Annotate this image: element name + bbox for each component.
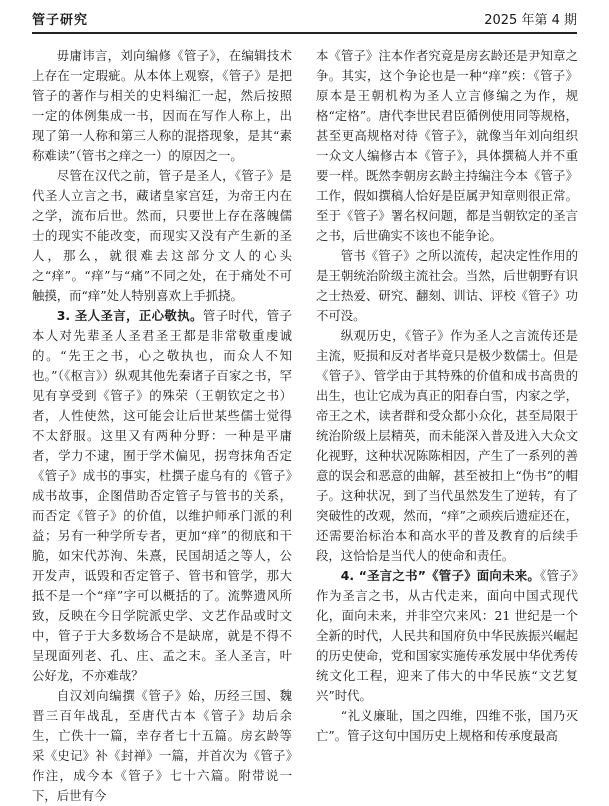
paragraph	[32, 306, 292, 686]
paragraph-text: 管子时代，管子本人对先辈圣人圣君圣王都是非常敬重虔诚的。“先王之书，心之敬执也，而众人不知也。”（《枢言》）纵观其他先秦诸子百家之书，罕见有享受到《管子》的殊荣（王朝钦定之书）者，人性使然，这可能会让后世某些儒士觉得不太舒服。这里又有两种分野：一种是平庸者，学力不逮，囿于学术偏见，拐弯抹角否定《管子》成书的事实，杜撰子虚乌有的《管子》成书故事，企图借助否定管子与管书的关系，而否定《管子》的价值，以维护师承门派的利益；另有一种学所专者，更加“痒”的彻底和干脆，如宋代苏洵、朱熹，民国胡适之等人，公开发声，诋毁和否定管子、管书和管学，那大抵不是一个“痒”字可以概括的了。流弊遗风所致，反映在今日学院派史学、文艺作品或时文中，管子于大多数场合不是缺席，就是不得不呈现面列老、孔、庄、孟之末。圣人圣言，叶公好龙，不亦难哉？	[32, 308, 292, 683]
paragraph: “礼义廉耻，国之四维，四维不张，国乃灭亡”。管子这句中国历史上规格和传承度最高	[316, 708, 578, 743]
paragraph-text: 《管子》作为圣言之书，从古代走来，面向中国式现代化，面向未来，并非空穴来风：21 世纪是一个全新的时代，人民共和国府负中华民族振兴崛起的历史使命，党和国家实施传承发展中华优秀传统文化工程，迎来了伟大的中华民族“文艺复兴”时代。	[316, 568, 578, 703]
paragraph: 毋庸讳言，刘向编修《管子》，在编辑技术上存在一定瑕疵。从本体上观察，《管子》是把管子的著作与相关的史料编汇一起，然后按照一定的体例集成一书，因而在写作人称上，出现了第一人称和第三人称的混搭现象，是其“素称难读”（管书之痒之一）的原因之一。	[32, 48, 292, 163]
left-column	[32, 46, 292, 806]
paragraph: 尽管在汉代之前，管子是圣人，《管子》是代圣人立言之书，藏诸皇家宫廷，为帝王内在之学，流布后世。然而，只要世上存在落魄儒士的现实不能改变，而现实又没有产生新的圣人，那么，就很难去这部分文人的心头之“痒”。“痒”与“痛”不同之处，在于痛处不可触摸，而“痒”处人特别喜欢上手抓挠。	[32, 168, 292, 303]
paragraph: 自汉刘向编撰《管子》始，历经三国、魏晋三百年战乱，至唐代古本《管子》劫后余生，亡佚十一篇，幸存者七十五篇。房玄龄等采《史记》补《封禅》一篇，并首次为《管子》作注，成今本《管子》七十六篇。附带说一下，后世有今	[32, 688, 292, 803]
paragraph: 纵观历史，《管子》作为圣人之言流传还是主流，贬损和反对者毕竟只是极少数儒士。但是《管子》、管学由于其特殊的价值和成书高贵的出生，也让它成为真正的阳春白雪，内家之学，帝王之术，读者群和受众都小众化，甚至局限于统治阶级上层精英，而未能深入普及进入大众文化视野，这种状况陈陈相因，产生了一系列的善意的误会和恶意的曲解，甚至被扣上“伪书”的帽子。这种状况，到了当代虽然发生了逆转，有了突破性的改观，然而，“痒”之顽疾后遗症还在，还需要治标治本和高水平的普及教育的后续手段，这恰恰是当代人的使命和责任。	[316, 328, 578, 563]
paragraph	[316, 566, 578, 706]
right-column	[316, 46, 578, 746]
section-heading: 4. “圣言之书”《管子》面向未来。	[340, 568, 541, 583]
issue-label: 2025 年第 4 期	[484, 13, 577, 28]
paragraph: 本《管子》注本作者究竟是房玄龄还是尹知章之争。其实，这个争论也是一种“痒”疾：《管子》原本是王朝机构为圣人立言修编之为作，规格“定格”。唐代李世民君臣循例使用同等规格，甚至更高规格对待《管子》，就像当年刘向组织一众文人编修古本《管子》，具体撰稿人并不重要一样。既然李朝房玄龄主持编注今本《管子》工作，假如撰稿人恰好是臣属尹知章则很正常。至于《管子》署名权问题，都是当朝钦定的圣言之书，后世确实不该也不能争论。	[316, 48, 578, 243]
page-header	[32, 8, 577, 34]
paragraph: 管书《管子》之所以流传，起决定性作用的是王朝统治阶级主流社会。当然，后世朝野有识之士热爱、研究、翻刻、训诂、评校《管子》功不可没。	[316, 248, 578, 323]
section-heading: 3. 圣人圣言，正心敬执。	[56, 308, 203, 323]
journal-title: 管子研究	[32, 13, 89, 28]
